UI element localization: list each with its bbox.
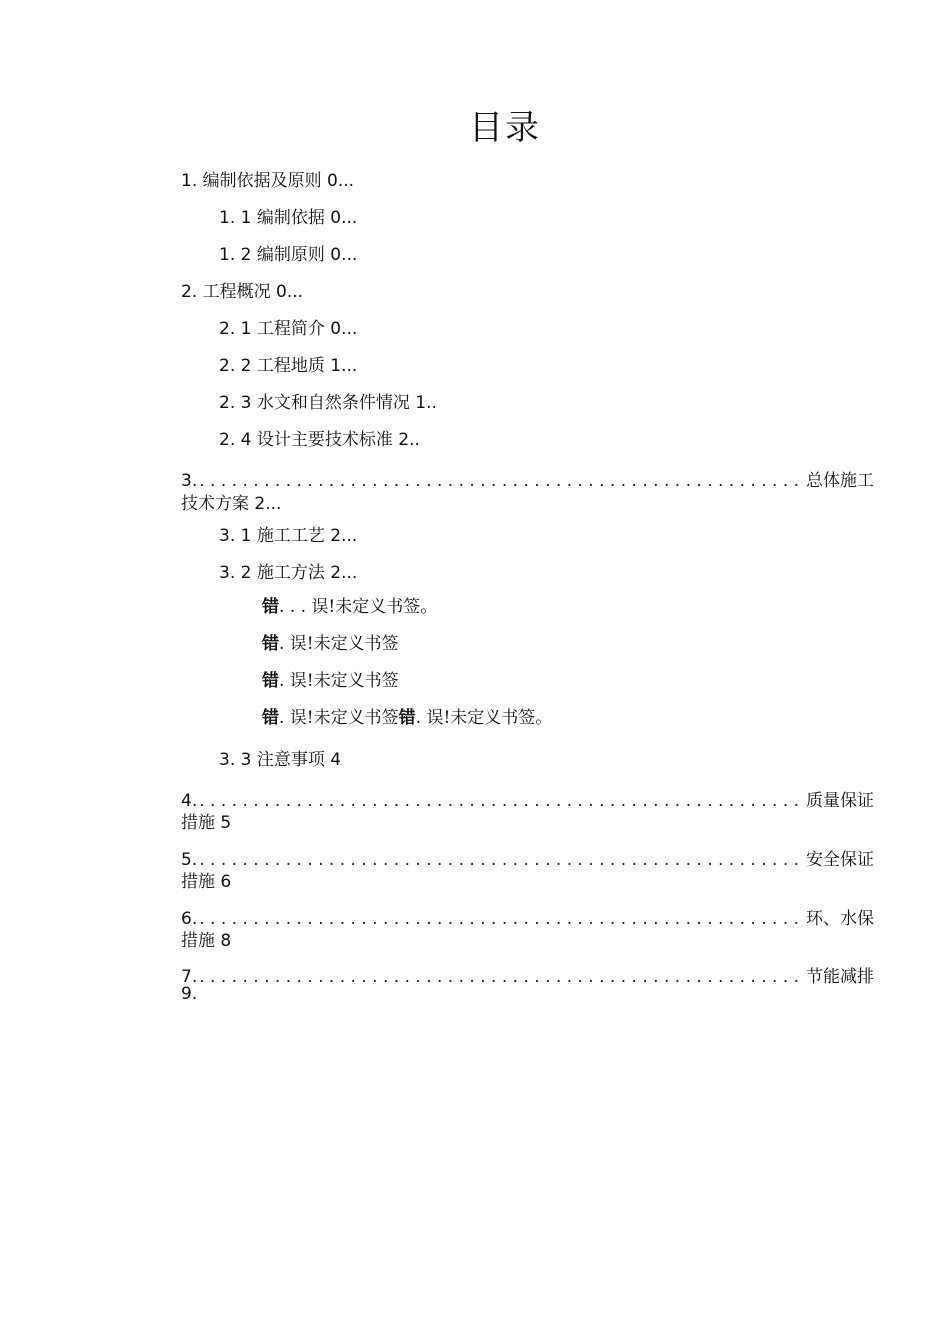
toc-leader-dots	[197, 850, 806, 870]
toc-entry-3-2[interactable]: 3. 2 施工方法 2...	[219, 563, 358, 583]
toc-entry-6-continuation: 措施 8	[181, 931, 232, 951]
toc-entry-3-3[interactable]: 3. 3 注意事项 4	[219, 750, 342, 770]
toc-entry-3-title: 总体施工	[806, 471, 874, 491]
toc-entry-1-1[interactable]: 1. 1 编制依据 0...	[219, 208, 358, 228]
toc-entry-6[interactable]	[181, 904, 874, 929]
error-text: . 误!未定义书签。	[415, 708, 553, 728]
toc-entry-2-1[interactable]: 2. 1 工程简介 0...	[219, 319, 358, 339]
error-text: . 误!未定义书签	[279, 708, 399, 728]
toc-error-entry-4[interactable]	[262, 707, 552, 729]
error-label: 错	[262, 708, 279, 728]
toc-entry-2-4[interactable]: 2. 4 设计主要技术标准 2..	[219, 430, 420, 450]
toc-entry-5-number: 5.	[181, 850, 198, 870]
toc-entry-5-continuation: 措施 6	[181, 872, 232, 892]
error-text: . 误!未定义书签	[279, 634, 399, 654]
toc-entry-4-continuation: 措施 5	[181, 813, 232, 833]
toc-entry-7-continuation: 9.	[181, 984, 198, 1004]
error-label: 错	[398, 708, 416, 728]
toc-entry-4-title: 质量保证	[806, 791, 874, 811]
error-text: . . . 误!未定义书签。	[279, 597, 438, 617]
toc-entry-2[interactable]: 2. 工程概况 0...	[181, 282, 304, 302]
toc-entry-3-1[interactable]: 3. 1 施工工艺 2...	[219, 526, 358, 546]
toc-entry-3[interactable]	[181, 466, 874, 491]
toc-error-entry-3[interactable]	[262, 670, 399, 692]
error-label: 错	[262, 634, 279, 654]
toc-entry-5[interactable]	[181, 845, 874, 870]
toc-leader-dots	[197, 471, 806, 491]
toc-entry-7-title: 节能减排	[806, 967, 874, 987]
toc-leader-dots	[197, 909, 806, 929]
toc-entry-2-3[interactable]: 2. 3 水文和自然条件情况 1..	[219, 393, 437, 413]
toc-error-entry-1[interactable]	[262, 596, 437, 618]
toc-entry-1[interactable]: 1. 编制依据及原则 0...	[181, 171, 355, 191]
toc-entry-1-2[interactable]: 1. 2 编制原则 0...	[219, 245, 358, 265]
error-label: 错	[262, 597, 279, 617]
error-text: . 误!未定义书签	[279, 671, 399, 691]
toc-error-entry-2[interactable]	[262, 633, 399, 655]
toc-entry-4-number: 4.	[181, 791, 198, 811]
toc-leader-dots	[197, 791, 806, 811]
error-label: 错	[262, 671, 279, 691]
toc-entry-3-continuation: 技术方案 2...	[181, 494, 282, 514]
toc-entry-4[interactable]	[181, 786, 874, 811]
toc-entry-3-number: 3.	[181, 471, 198, 491]
toc-entry-7-number: 7.	[181, 967, 198, 987]
toc-title: 目录	[469, 108, 541, 148]
toc-leader-dots	[197, 967, 806, 987]
toc-entry-2-2[interactable]: 2. 2 工程地质 1...	[219, 356, 358, 376]
toc-entry-7[interactable]	[181, 962, 874, 987]
toc-entry-5-title: 安全保证	[806, 850, 874, 870]
toc-entry-6-number: 6.	[181, 909, 198, 929]
toc-entry-6-title: 环、水保	[806, 909, 874, 929]
